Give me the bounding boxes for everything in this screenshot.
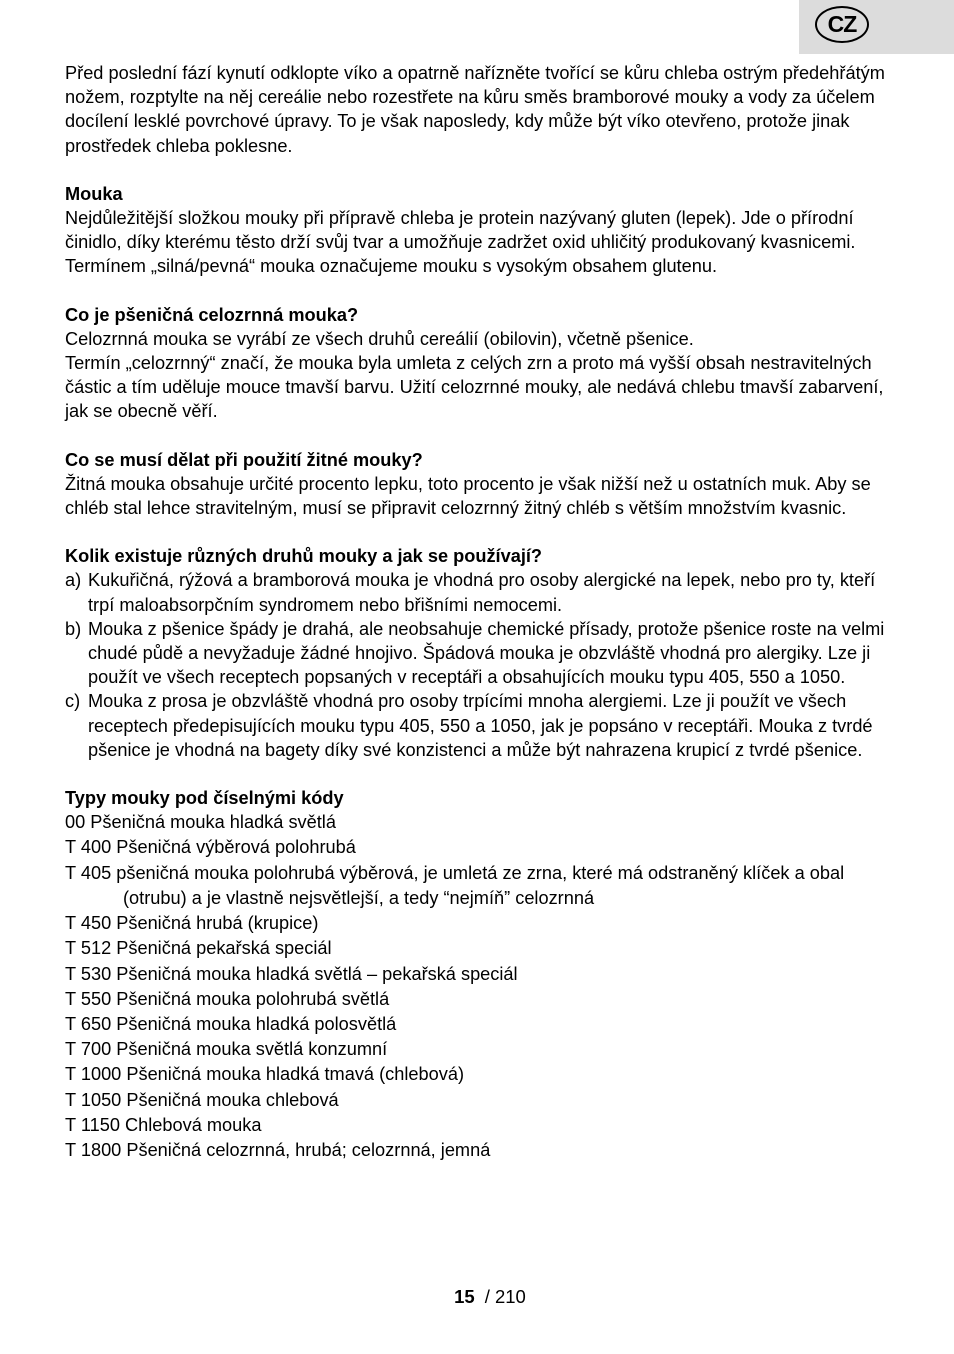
language-badge: CZ: [815, 6, 869, 43]
list-item: [65, 689, 905, 762]
spacer: [65, 424, 905, 448]
list-item: [65, 617, 905, 690]
document-body: [65, 61, 905, 1163]
zitna-paragraph: Žitná mouka obsahuje určité procento lepku, toto procento je však nižší než u ostatních muk. Aby se chléb stal lehce stravitelným, musí se připravit celozrnný žitný chléb s větším množstvím kvasnic.: [65, 473, 871, 519]
page-total: / 210: [484, 1286, 526, 1307]
flour-codes-list: [65, 810, 905, 1163]
list-marker: c): [65, 691, 81, 712]
list-item-text: Kukuřičná, rýžová a bramborová mouka je vhodná pro osoby alergické na lepek, nebo pro ty, kteří trpí maloabsorpčním syndromem nebo břišními nemocemi.: [88, 570, 876, 615]
flour-code-row: T 1000 Pšeničná mouka hladká tmavá (chlebová): [65, 1064, 465, 1085]
language-tab: [799, 0, 954, 54]
list-marker: b): [65, 618, 82, 639]
flour-kinds-list: [65, 568, 905, 762]
mouka-paragraph: Nejdůležitější složkou mouky při přípravě chleba je protein nazývaný gluten (lepek). Jde o přírodní činidlo, díky kterému těsto drží svůj tvar a umožňuje zadržet oxid uhličitý produkovaný kvasnicemi. Termínem „silná/pevná“ mouka označujeme mouku s vysokým obsahem glutenu.: [65, 208, 856, 277]
spacer: [65, 279, 905, 303]
section-heading-druhy: Kolik existuje různých druhů mouky a jak se používají?: [65, 546, 543, 567]
flour-code-row: T 700 Pšeničná mouka světlá konzumní: [65, 1039, 388, 1060]
list-item-text: Mouka z pšenice špády je drahá, ale neobsahuje chemické přísady, protože pšenice roste na velmi chudé půdě a nevyžaduje žádné hnojivo. Špádová mouka je obzvláště vhodná pro alergiky. Lze ji použít ve všech receptech popsaných v receptáři a obsahujících mouku typu 405, 550 a 1050.: [88, 618, 885, 688]
page-footer: [0, 1286, 954, 1308]
flour-code-row: T 512 Pšeničná pekařská speciál: [65, 938, 332, 959]
celozrnna-paragraph-1: Celozrnná mouka se vyrábí ze všech druhů cereálií (obilovin), včetně pšenice.: [65, 328, 694, 349]
section-heading-mouka: Mouka: [65, 183, 123, 204]
spacer: [65, 762, 905, 786]
flour-code-row: 00 Pšeničná mouka hladká světlá: [65, 812, 336, 833]
list-item: [65, 568, 905, 616]
flour-code-row: T 650 Pšeničná mouka hladká polosvětlá: [65, 1013, 397, 1034]
flour-code-row: T 1150 Chlebová mouka: [65, 1114, 262, 1135]
list-item-text: Mouka z prosa je obzvláště vhodná pro osoby trpícími mnoha alergiemi. Lze ji použít ve všech receptech předepisujících mouku typu 405, 550 a 1050, jak je popsáno v receptáři. Mouka z tvrdé pšenice je vhodná na bagety díky své konzistenci a může být nahrazena krupicí z tvrdé pšenice.: [88, 691, 873, 760]
flour-code-row: T 400 Pšeničná výběrová polohrubá: [65, 837, 356, 858]
section-heading-typy: Typy mouky pod číselnými kódy: [65, 788, 344, 809]
spacer: [65, 520, 905, 544]
page-number: 15: [454, 1286, 475, 1307]
flour-code-row: T 1800 Pšeničná celozrnná, hrubá; celozrnná, jemná: [65, 1139, 491, 1160]
list-marker: a): [65, 570, 82, 591]
spacer: [65, 158, 905, 182]
section-heading-celozrnna: Co je pšeničná celozrnná mouka?: [65, 304, 359, 325]
flour-code-row: T 405 pšeničná mouka polohrubá výběrová, je umletá ze zrna, které má odstraněný klíček a obal (otrubu) a je vlastně nejsvětlejší, a tedy “nejmíň” celozrnná: [65, 862, 845, 908]
section-heading-zitna: Co se musí dělat při použití žitné mouky?: [65, 449, 423, 470]
flour-code-row: T 550 Pšeničná mouka polohrubá světlá: [65, 988, 390, 1009]
flour-code-row: T 1050 Pšeničná mouka chlebová: [65, 1089, 339, 1110]
intro-paragraph: Před poslední fází kynutí odklopte víko a opatrně nařízněte tvořící se kůru chleba ostrým předehřátým nožem, rozptylte na něj cereálie nebo rozestřete na kůru směs bramborové mouky a vody za účelem docílení lesklé povrchové úpravy. To je však naposledy, kdy může být víko otevřeno, protože jinak prostředek chleba poklesne.: [65, 63, 885, 156]
celozrnna-paragraph-2: Termín „celozrnný“ značí, že mouka byla umleta z celých zrn a proto má vyšší obsah nestravitelných částic a tím uděluje mouce tmavší barvu. Užití celozrnné mouky, ale nedává chlebu tmavší zabarvení, jak se obecně věří.: [65, 353, 884, 422]
flour-code-row: T 450 Pšeničná hrubá (krupice): [65, 913, 319, 934]
flour-code-row: T 530 Pšeničná mouka hladká světlá – pekařská speciál: [65, 963, 518, 984]
